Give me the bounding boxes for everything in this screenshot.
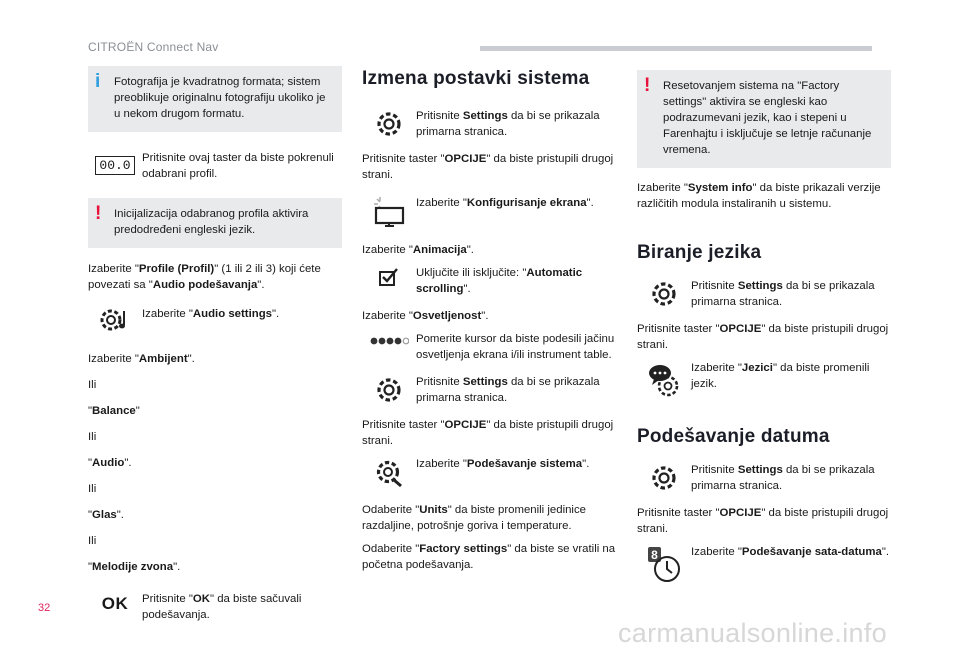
options-paragraph-2: Pritisnite taster "OPCIJE" da biste pristupili drugoj strani.	[637, 507, 889, 535]
header-title: CITROËN Connect Nav	[88, 40, 219, 54]
header-bar	[480, 46, 872, 51]
ambience-line: Izaberite "Ambijent".	[88, 353, 195, 365]
lcd-text: Pritisnite ovaj taster da biste pokrenuli odabrani profil.	[142, 152, 334, 180]
or-line: Ili	[88, 379, 97, 391]
ok-button-icon: OK	[101, 594, 129, 613]
checkbox-icon	[362, 265, 416, 287]
settings-gear-icon	[362, 374, 416, 404]
autoscroll-row: Uključite ili isključite: "Automatic scrolling".	[362, 265, 616, 297]
date-badge: 8	[651, 548, 658, 562]
audio-settings-icon	[88, 303, 142, 335]
audio-settings-row: Izaberite "Audio settings".	[88, 303, 342, 335]
system-settings-icon	[362, 456, 416, 488]
page-number: 32	[38, 602, 51, 614]
brightness-slider-icon	[362, 331, 416, 346]
warning-note-text: Inicijalizacija odabranog profila aktivira predodređeni engleski jezik.	[114, 208, 309, 236]
animation-line: Izaberite "Animacija".	[362, 244, 474, 256]
info-icon: i	[95, 71, 101, 92]
info-note	[88, 66, 342, 132]
audio-line: "Audio".	[88, 457, 132, 469]
warning-note-text: Resetovanjem sistema na "Factory settings" aktivira se engleski kao podrazumevani jezik, kao i stepeni u Farenhajtu i isključuje se letnje računanje vremena.	[663, 80, 872, 156]
warning-icon: !	[95, 203, 102, 224]
lcd-row	[88, 150, 342, 182]
or-line: Ili	[88, 535, 97, 547]
settings-row: Pritisnite Settings da bi se prikazala primarna stranica.	[637, 278, 891, 310]
column-2	[362, 66, 616, 583]
options-paragraph-2: Pritisnite taster "OPCIJE" da biste pristupili drugoj strani.	[362, 419, 614, 447]
section-heading-language: Biranje jezika	[637, 242, 762, 263]
balance-line: "Balance"	[88, 405, 140, 417]
system-settings-row: Izaberite "Podešavanje sistema".	[362, 456, 616, 488]
settings-row-2: Pritisnite Settings da bi se prikazala primarna stranica.	[362, 374, 616, 406]
system-info-paragraph: Izaberite "System info" da biste prikazali verzije različitih modula instaliranih u sistemu.	[637, 182, 881, 210]
warning-icon: !	[644, 75, 651, 96]
watermark: carmanualsonline.info	[618, 618, 887, 648]
slider-row	[362, 331, 616, 363]
settings-row-2: Pritisnite Settings da bi se prikazala primarna stranica.	[637, 462, 891, 494]
voice-line: "Glas".	[88, 509, 124, 521]
language-row: Izaberite "Jezici" da biste promenili jezik.	[637, 360, 891, 398]
column-1	[88, 66, 342, 634]
info-note-text: Fotografija je kvadratnog formata; sistem preoblikuje originalnu fotografiju ukoliko je u nekom drugom formatu.	[114, 76, 326, 120]
brightness-line: Izaberite "Osvetljenost".	[362, 310, 489, 322]
clock-date-icon	[637, 544, 691, 584]
options-paragraph: Pritisnite taster "OPCIJE" da biste pristupili drugoj strani.	[637, 323, 889, 351]
or-line: Ili	[88, 431, 97, 443]
lcd-display-icon: 00.0	[95, 156, 134, 175]
ok-row: OK Pritisnite "OK" da biste sačuvali podešavanja.	[101, 593, 302, 621]
warning-note	[88, 198, 342, 248]
slider-text: Pomerite kursor da biste podesili jačinu osvetljenja ekrana i/ili instrument table.	[416, 333, 615, 361]
language-icon	[637, 360, 691, 398]
settings-gear-icon	[637, 462, 691, 492]
factory-paragraph: Odaberite "Factory settings" da biste se vratili na početna podešavanja.	[362, 543, 616, 571]
or-line: Ili	[88, 483, 97, 495]
section-heading-system: Izmena postavki sistema	[362, 68, 590, 89]
settings-gear-icon	[637, 278, 691, 308]
screen-configuration-icon	[362, 193, 416, 229]
warning-note	[637, 70, 891, 168]
settings-row: Pritisnite Settings da bi se prikazala primarna stranica.	[362, 108, 616, 140]
options-paragraph: Pritisnite taster "OPCIJE" da biste pristupili drugoj strani.	[362, 153, 614, 181]
date-time-row: 8 Izaberite "Podešavanje sata-datuma".	[637, 544, 891, 584]
profile-paragraph: Izaberite "Profile (Profil)" (1 ili 2 ili 3) koji ćete povezati sa "Audio podešavanja".	[88, 263, 321, 291]
ringtones-line: "Melodije zvona".	[88, 561, 181, 573]
section-heading-date: Podešavanje datuma	[637, 426, 830, 447]
settings-gear-icon	[362, 108, 416, 138]
column-3	[637, 66, 891, 595]
units-paragraph: Odaberite "Units" da biste promenili jedinice razdaljine, potrošnje goriva i temperature.	[362, 504, 586, 532]
screen-config-row: Izaberite "Konfigurisanje ekrana".	[362, 193, 616, 229]
